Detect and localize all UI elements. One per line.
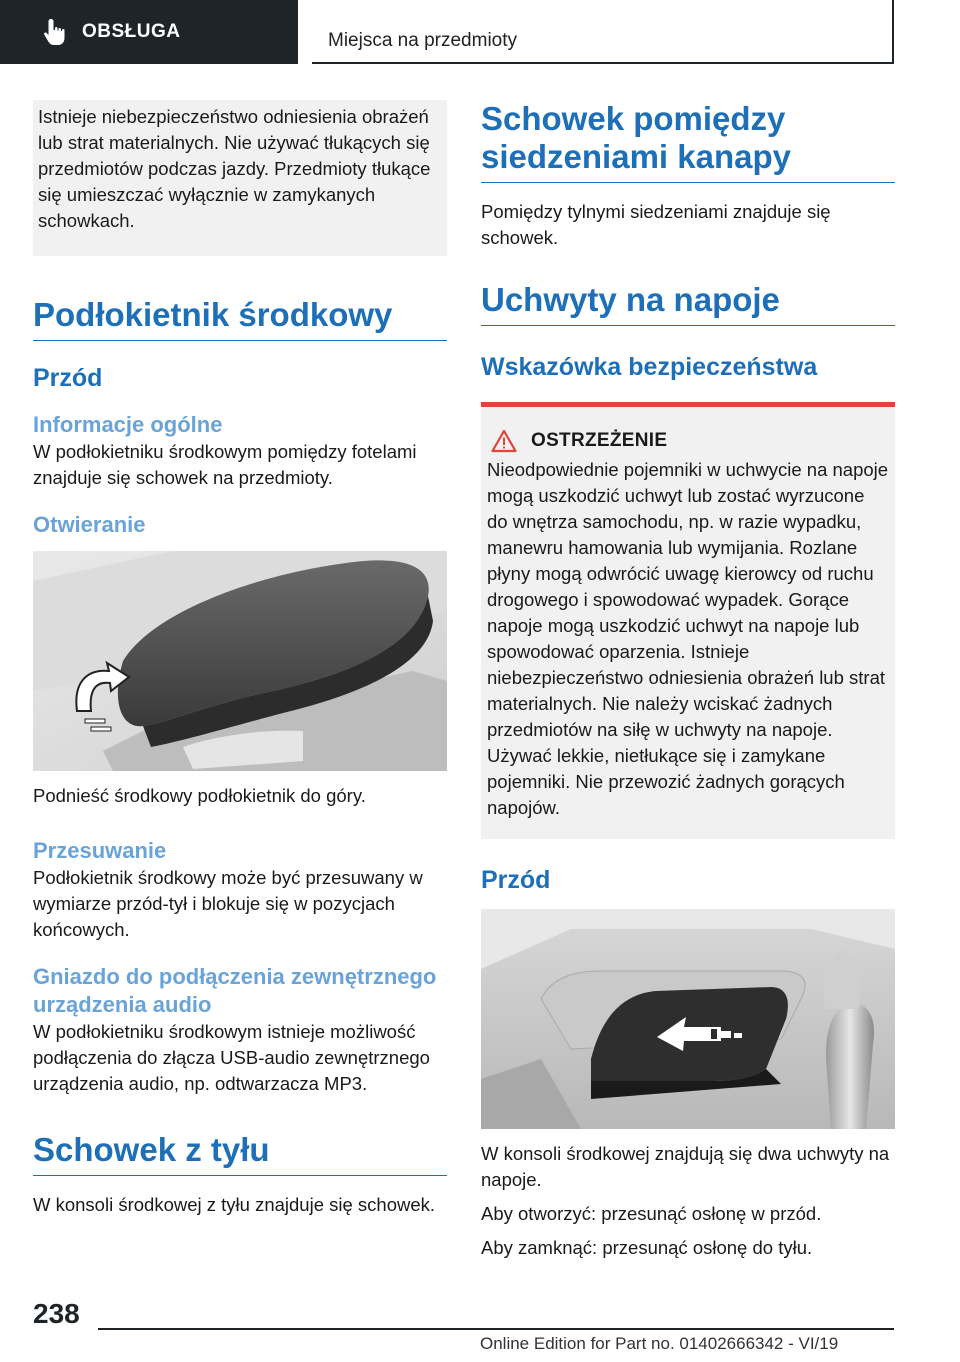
chapter-title: Miejsca na przedmioty xyxy=(328,30,518,51)
audio-heading: Gniazdo do podłączenia zewnętrznego urządzenia audio xyxy=(33,964,437,1017)
page-number: 238 xyxy=(33,1298,80,1329)
opening-caption: Podnieść środkowy podłokietnik do góry. xyxy=(33,785,366,806)
general-info-text: W podłokietniku środkowym pomiędzy fotelami znajduje się schowek na przedmioty. xyxy=(33,441,417,488)
armrest-heading: Podłokietnik środkowy xyxy=(33,296,447,341)
cup-holders-heading: Uchwyty na napoje xyxy=(481,281,895,326)
chapter-header xyxy=(312,0,894,64)
rear-storage-text: W konsoli środkowej z tyłu znajduje się schowek. xyxy=(33,1194,436,1215)
between-seats-heading: Schowek pomiędzy siedzeniami kanapy xyxy=(481,100,895,183)
hand-pointer-icon xyxy=(38,15,72,49)
armrest-image xyxy=(33,551,447,771)
rear-storage-heading: Schowek z tyłu xyxy=(33,1131,447,1176)
safety-heading: Wskazówka bezpieczeństwa xyxy=(481,353,818,381)
edition-info: Online Edition for Part no. 01402666342 - VI/19 xyxy=(480,1334,839,1353)
audio-text: W podłokietniku środkowym istnieje możliwość podłączenia do złącza USB-audio zewnętrznego urządzenia audio, np. odtwarzacza MP3. xyxy=(33,1021,430,1094)
section-tab[interactable] xyxy=(0,0,298,64)
note-text: Istnieje niebezpieczeństwo odniesienia obrażeń lub strat materialnych. Nie używać tłukących się przedmiotów podczas jazdy. Przedmioty tłukące się umieszczać wyłącznie w zamykanych schowkach. xyxy=(38,106,431,231)
warning-text: Nieodpowiednie pojemniki w uchwycie na napoje mogą uszkodzić uchwyt lub zostać wyrzucone do wnętrza samochodu, np. w razie wypadku, manewru hamowania lub wymijania. Rozlane płyny mogą odwrócić uwagę kierowcy od ruchu drogowego i spowodować wypadek. Gorące napoje mogą uszkodzić uchwyt na napoje lub spowodować oparzenia. Istnieje niebezpieczeństwo odniesienia obrażeń lub strat materialnych. Nie należy wciskać żadnych przedmiotów na siłę w uchwyty na napoje. Używać lekkie, nietłukące się i zamykane pojemniki. Nie przewozić żadnych gorących napojów. xyxy=(487,459,889,818)
front-heading: Przód xyxy=(33,364,103,392)
section-tab-label: OBSŁUGA xyxy=(82,21,181,42)
warning-triangle-icon xyxy=(491,429,517,453)
cup-holder-image xyxy=(481,909,895,1129)
between-seats-text: Pomiędzy tylnymi siedzeniami znajduje się schowek. xyxy=(481,201,831,248)
warning-box xyxy=(481,402,895,839)
open-instruction: Aby otworzyć: przesunąć osłonę w przód. xyxy=(481,1203,822,1224)
note-box xyxy=(33,100,447,256)
left-column xyxy=(33,100,447,1218)
right-column xyxy=(481,100,895,1261)
footer-divider xyxy=(98,1328,894,1330)
opening-heading: Otwieranie xyxy=(33,512,146,537)
close-instruction: Aby zamknąć: przesunąć osłonę do tyłu. xyxy=(481,1237,813,1258)
console-text: W konsoli środkowej znajdują się dwa uchwyty na napoje. xyxy=(481,1143,890,1190)
cup-front-heading: Przód xyxy=(481,866,551,894)
general-info-heading: Informacje ogólne xyxy=(33,412,223,437)
sliding-heading: Przesuwanie xyxy=(33,838,167,863)
warning-label: OSTRZEŻENIE xyxy=(531,430,668,451)
warning-header xyxy=(491,429,889,453)
sliding-text: Podłokietnik środkowy może być przesuwany w wymiarze przód-tył i blokuje się w pozycjach końcowych. xyxy=(33,867,423,940)
